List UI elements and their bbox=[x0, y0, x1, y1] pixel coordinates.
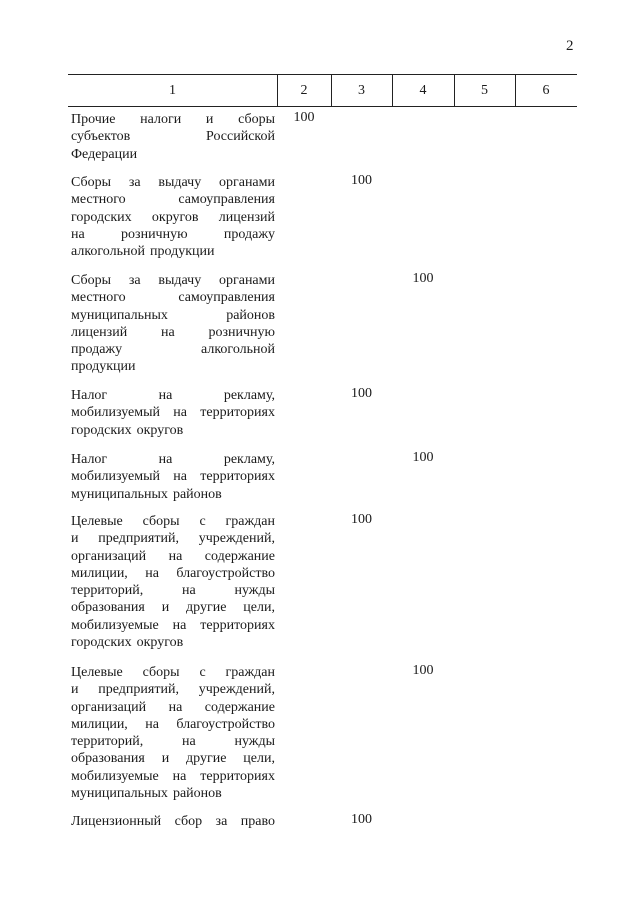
label-word: территориях bbox=[200, 405, 275, 421]
table-cell-value: 100 bbox=[412, 663, 434, 678]
table-row-label bbox=[71, 111, 275, 163]
label-word: самоуправления bbox=[178, 290, 275, 306]
label-word: право bbox=[240, 814, 275, 829]
table-row-label bbox=[71, 513, 275, 651]
label-word: Федерации bbox=[71, 146, 138, 162]
label-word: местного bbox=[71, 192, 126, 208]
label-word: на bbox=[168, 548, 183, 564]
table-rule bbox=[68, 106, 577, 107]
table-row-label bbox=[71, 387, 275, 439]
label-word: и bbox=[161, 751, 170, 767]
table-cell-value: 100 bbox=[293, 110, 315, 125]
label-word: округов bbox=[136, 635, 184, 651]
label-word: Лицензионный bbox=[71, 814, 162, 829]
label-word: муниципальных bbox=[71, 307, 168, 323]
label-word: продукции bbox=[71, 359, 136, 375]
label-word: городских bbox=[71, 422, 132, 438]
table-cell-value: 100 bbox=[412, 450, 434, 465]
label-word: сбор bbox=[174, 814, 203, 829]
label-word: территориях bbox=[200, 617, 275, 633]
label-word: сборы bbox=[142, 514, 180, 529]
label-word: другие bbox=[186, 600, 227, 616]
label-word: субъектов bbox=[71, 129, 131, 145]
label-word: Целевые bbox=[71, 665, 123, 680]
label-word: мобилизуемые bbox=[71, 768, 159, 784]
label-word: Налог bbox=[71, 452, 108, 467]
label-word: городских bbox=[71, 209, 132, 225]
label-word: благоустройство bbox=[176, 716, 275, 732]
label-word: розничную bbox=[121, 226, 188, 242]
label-word: Сборы bbox=[71, 273, 112, 288]
column-header-2: 2 bbox=[300, 83, 308, 98]
label-word: мобилизуемый bbox=[71, 469, 160, 485]
label-word: на bbox=[182, 734, 196, 750]
page-number: 2 bbox=[566, 38, 574, 54]
label-word: и bbox=[71, 682, 79, 698]
label-word: за bbox=[215, 814, 228, 829]
label-word: районов bbox=[226, 307, 275, 323]
label-word: учреждений, bbox=[198, 682, 275, 698]
label-word: нужды bbox=[234, 734, 275, 750]
label-word: образования bbox=[71, 751, 145, 767]
label-word: Налог bbox=[71, 388, 108, 403]
table-row-label bbox=[71, 813, 275, 830]
label-word: алкогольной bbox=[201, 342, 275, 358]
label-word: Целевые bbox=[71, 514, 123, 529]
label-word: территориях bbox=[200, 469, 275, 485]
label-word: алкогольной bbox=[71, 244, 145, 260]
label-word: и bbox=[161, 600, 170, 616]
column-header-5: 5 bbox=[481, 83, 488, 98]
label-word: содержание bbox=[204, 699, 275, 715]
label-word: образования bbox=[71, 600, 145, 616]
table-cell-value: 100 bbox=[351, 512, 372, 527]
label-word: на bbox=[145, 565, 159, 581]
label-word: рекламу, bbox=[223, 388, 275, 403]
label-word: муниципальных bbox=[71, 786, 168, 802]
table-row-label bbox=[71, 451, 275, 503]
label-word: округов bbox=[151, 209, 199, 225]
table-cell-value: 100 bbox=[351, 812, 372, 827]
column-header-6: 6 bbox=[542, 83, 550, 98]
label-word: нужды bbox=[234, 583, 275, 599]
label-word: на bbox=[160, 324, 175, 340]
label-word: городских bbox=[71, 635, 132, 651]
label-word: милиции, bbox=[71, 716, 128, 732]
label-word: предприятий, bbox=[98, 682, 179, 698]
label-word: самоуправления bbox=[178, 192, 275, 208]
label-word: предприятий, bbox=[98, 531, 179, 547]
label-word: на bbox=[158, 452, 173, 467]
column-header-3: 3 bbox=[358, 83, 365, 98]
label-word: районов bbox=[172, 786, 222, 802]
table-row-label bbox=[71, 174, 275, 260]
label-word: с bbox=[199, 514, 206, 529]
label-word: граждан bbox=[225, 665, 275, 680]
label-word: рекламу, bbox=[223, 452, 275, 467]
column-header-1: 1 bbox=[169, 83, 176, 98]
label-word: благоустройство bbox=[176, 565, 275, 581]
column-header-4: 4 bbox=[419, 83, 427, 98]
label-word: районов bbox=[172, 486, 222, 502]
table-cell-value: 100 bbox=[351, 173, 372, 188]
label-word: на bbox=[172, 768, 187, 784]
label-word: за bbox=[128, 273, 141, 288]
label-word: территориях bbox=[200, 768, 275, 784]
label-word: другие bbox=[186, 751, 227, 767]
label-word: граждан bbox=[225, 514, 275, 529]
label-word: выдачу bbox=[158, 175, 202, 190]
label-word: на bbox=[158, 388, 173, 403]
label-word: Прочие bbox=[71, 112, 116, 127]
label-word: цели, bbox=[243, 600, 275, 616]
label-word: Сборы bbox=[71, 175, 112, 190]
label-word: продажу bbox=[71, 342, 123, 358]
label-word: Российской bbox=[206, 129, 275, 145]
label-word: милиции, bbox=[71, 565, 128, 581]
label-word: цели, bbox=[243, 751, 275, 767]
label-word: учреждений, bbox=[198, 531, 275, 547]
label-word: и bbox=[205, 112, 214, 127]
label-word: на bbox=[172, 617, 187, 633]
label-word: продукции bbox=[149, 244, 215, 260]
label-word: мобилизуемые bbox=[71, 617, 159, 633]
label-word: сборы bbox=[238, 112, 275, 127]
label-word: на bbox=[168, 699, 183, 715]
label-word: розничную bbox=[208, 324, 275, 340]
label-word: содержание bbox=[204, 548, 275, 564]
label-word: с bbox=[199, 665, 206, 680]
label-word: сборы bbox=[142, 665, 180, 680]
label-word: лицензий bbox=[71, 324, 128, 340]
label-word: продажу bbox=[223, 226, 275, 242]
table-cell-value: 100 bbox=[412, 271, 434, 286]
label-word: территорий, bbox=[71, 583, 144, 599]
table-rule bbox=[68, 74, 577, 75]
label-word: органами bbox=[218, 175, 275, 190]
table-row-label bbox=[71, 664, 275, 802]
label-word: на bbox=[145, 716, 159, 732]
label-word: органами bbox=[218, 273, 275, 288]
label-word: налоги bbox=[140, 112, 182, 127]
label-word: организаций bbox=[71, 699, 147, 715]
label-word: на bbox=[71, 226, 85, 242]
label-word: округов bbox=[136, 422, 184, 438]
label-word: на bbox=[173, 405, 187, 421]
label-word: муниципальных bbox=[71, 486, 168, 502]
label-word: территорий, bbox=[71, 734, 144, 750]
table-cell-value: 100 bbox=[351, 386, 372, 401]
label-word: за bbox=[128, 175, 141, 190]
label-word: на bbox=[182, 583, 196, 599]
label-word: и bbox=[71, 531, 79, 547]
label-word: местного bbox=[71, 290, 126, 306]
table-row-label bbox=[71, 272, 275, 376]
label-word: организаций bbox=[71, 548, 147, 564]
label-word: лицензий bbox=[218, 209, 275, 225]
label-word: на bbox=[173, 469, 187, 485]
label-word: выдачу bbox=[158, 273, 202, 288]
label-word: мобилизуемый bbox=[71, 405, 160, 421]
